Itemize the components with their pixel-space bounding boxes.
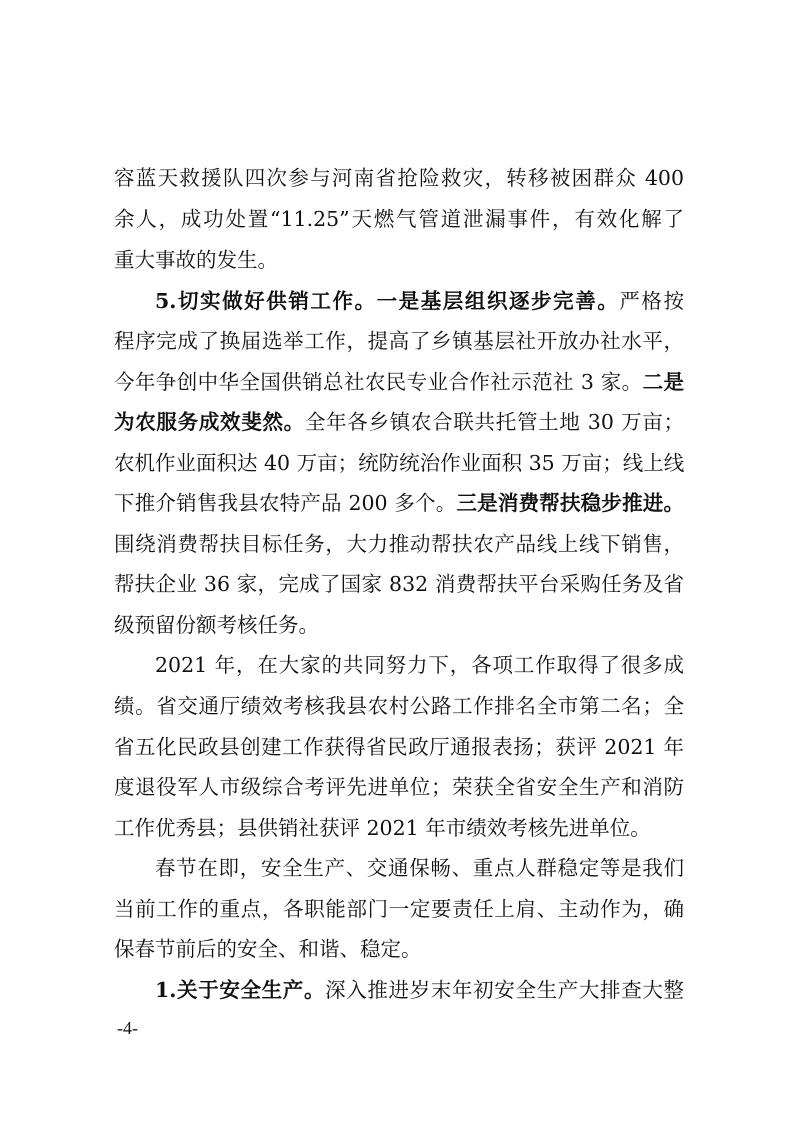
text-line: 今年争创中华全国供销总社农民专业合作社示范社 3 家。二是 (114, 370, 684, 394)
text-line: 工作优秀县；县供销社获评 2021 年市绩效考核先进单位。 (114, 816, 651, 840)
page-number: -4- (117, 1018, 138, 1038)
text-line: 重大事故的发生。 (114, 248, 278, 272)
subsection-heading: 三是消费帮扶稳步推进。 (456, 491, 685, 515)
text-line: 为农服务成效斐然。全年各乡镇农合联共托管土地 30 万亩； (114, 410, 685, 434)
text-line: 程序完成了换届选举工作，提高了乡镇基层社开放办社水平， (114, 329, 684, 353)
text-line: 下推介销售我县农特产品 200 多个。三是消费帮扶稳步推进。 (114, 491, 685, 515)
subsection-heading: 二是 (642, 370, 684, 394)
text-line: 容蓝天救援队四次参与河南省抢险救灾，转移被困群众 400 (114, 166, 684, 190)
text-line: 保春节前后的安全、和谐、稳定。 (114, 937, 422, 961)
text-line: 度退役军人市级综合考评先进单位；荣获全省安全生产和消防 (114, 775, 684, 799)
subsection-heading: 一是基层组织逐步完善。 (376, 289, 620, 313)
text-line: 级预留份额考核任务。 (114, 613, 319, 637)
section-heading: 5.切实做好供销工作。 (155, 289, 377, 313)
subsection-heading: 为农服务成效斐然。 (114, 410, 305, 434)
text-line: 农机作业面积达 40 万亩；统防统治作业面积 35 万亩；线上线 (114, 451, 685, 475)
text-line: 当前工作的重点，各职能部门一定要责任上肩、主动作为，确 (114, 897, 684, 921)
section-heading: 1.关于安全生产。 (155, 978, 326, 1002)
text-line: 春节在即，安全生产、交通保畅、重点人群稳定等是我们 (155, 856, 684, 880)
text-line: 5.切实做好供销工作。一是基层组织逐步完善。严格按 (155, 289, 684, 313)
text-line: 绩。省交通厅绩效考核我县农村公路工作排名全市第二名；全 (114, 694, 684, 718)
text-line: 省五化民政县创建工作获得省民政厅通报表扬；获评 2021 年 (114, 735, 684, 759)
text-line: 2021 年，在大家的共同努力下，各项工作取得了很多成 (155, 653, 684, 677)
text-line: 1.关于安全生产。深入推进岁末年初安全生产大排查大整 (155, 978, 685, 1002)
text-line: 围绕消费帮扶目标任务，大力推动帮扶农产品线上线下销售， (114, 532, 684, 556)
text-line: 帮扶企业 36 家，完成了国家 832 消费帮扶平台采购任务及省 (114, 572, 684, 596)
text-line: 余人，成功处置“11.25”天燃气管道泄漏事件，有效化解了 (114, 207, 684, 231)
